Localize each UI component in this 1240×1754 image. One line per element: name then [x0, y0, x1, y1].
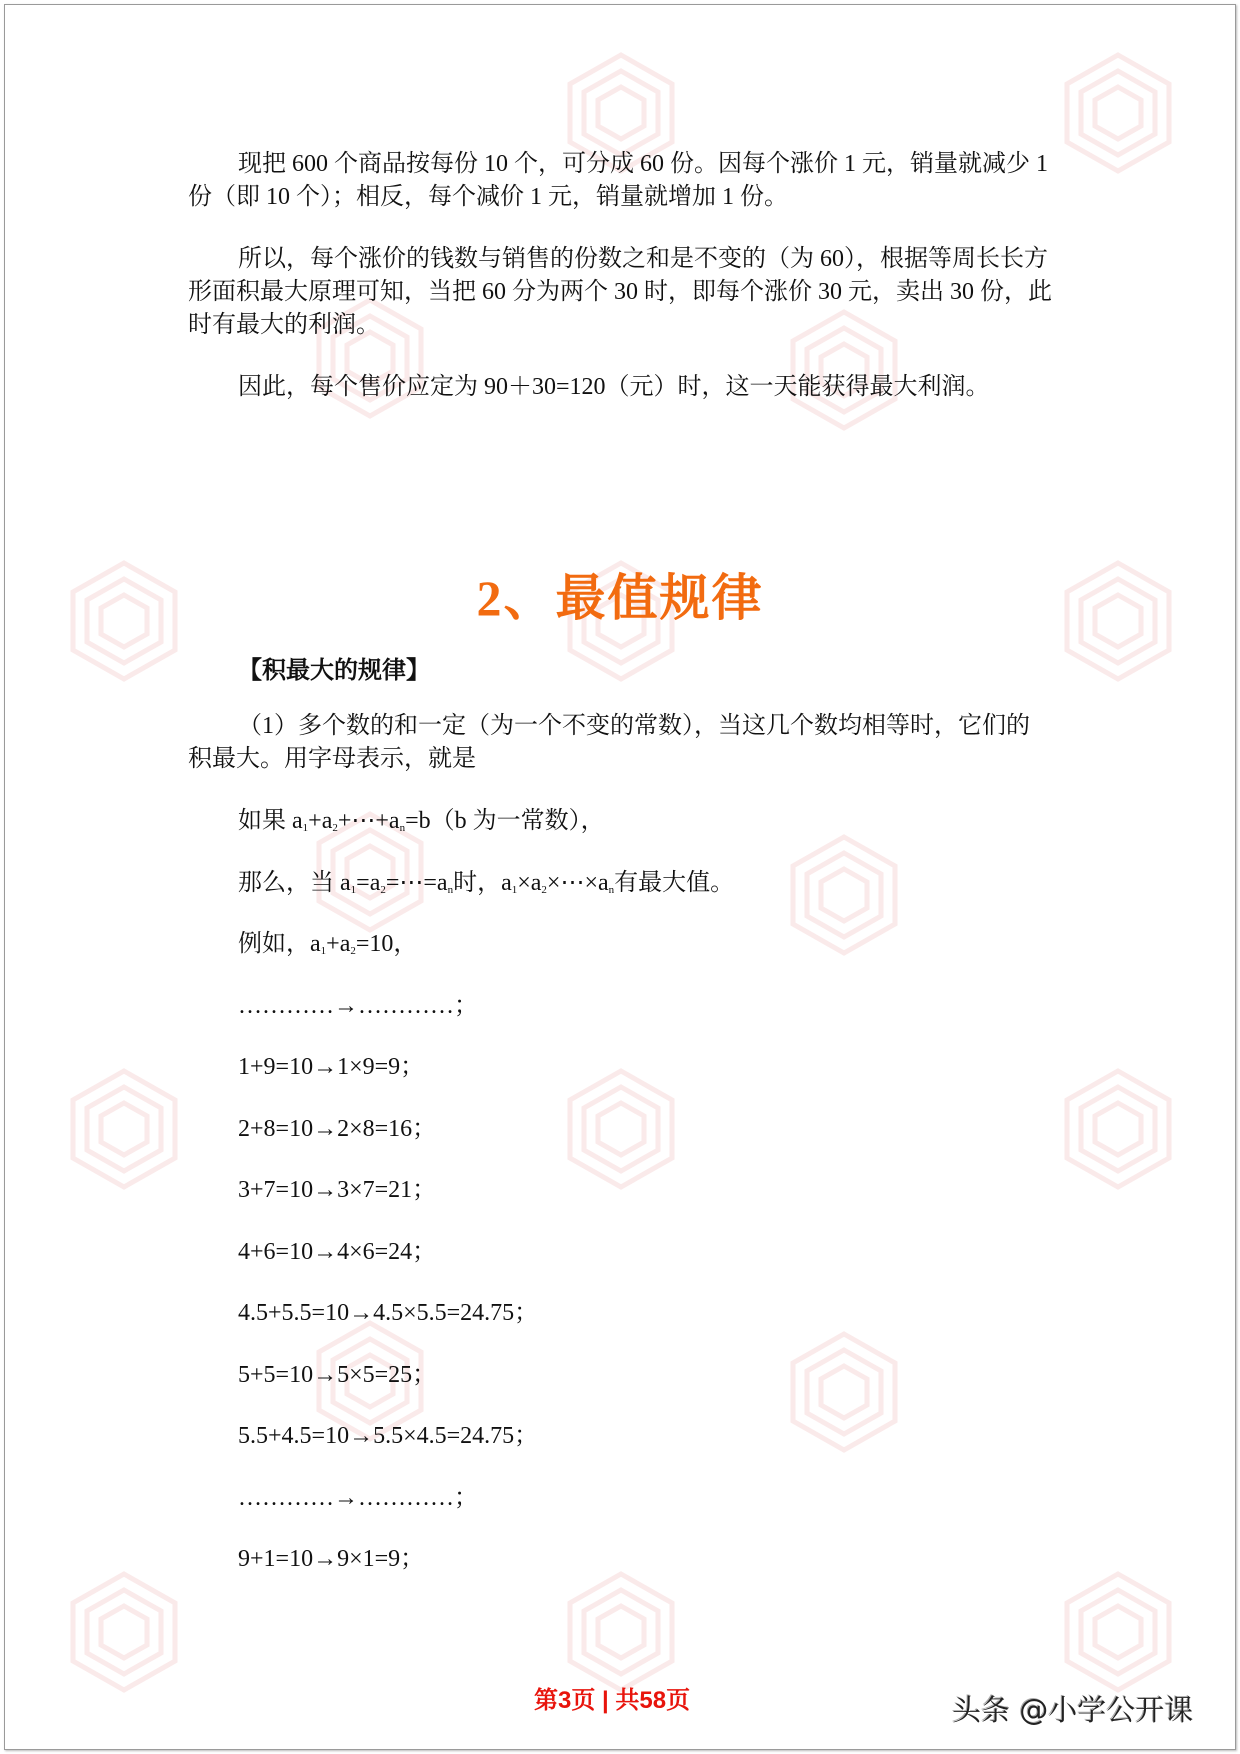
- subscript: n: [447, 883, 454, 896]
- watermark-hexagon-icon: [69, 1570, 179, 1694]
- formula-text: +⋯+a: [337, 808, 400, 834]
- formula-text: =⋯=a: [385, 869, 448, 896]
- formula-text: =a: [356, 869, 381, 896]
- formula-text: 4+6=10→4×6=24；: [238, 1238, 437, 1265]
- formula-text: ×a: [517, 869, 542, 896]
- formula-text: +a: [308, 808, 333, 834]
- formula-text: 4.5+5.5=10→4.5×5.5=24.75；: [238, 1300, 539, 1326]
- formula-line: [238, 1052, 424, 1082]
- formula-text: …………→…………；: [238, 1484, 478, 1511]
- formula-text: 5.5+4.5=10→5.5×4.5=24.75；: [238, 1423, 539, 1449]
- watermark-hexagon-icon: [789, 1330, 899, 1454]
- formula-text: 2+8=10→2×8=16；: [238, 1115, 437, 1142]
- formula-line: [238, 806, 605, 843]
- subscript: 1: [511, 883, 518, 896]
- formula-line: [238, 1237, 436, 1267]
- subscript: 1: [320, 945, 327, 957]
- watermark-hexagon-icon: [1063, 1067, 1173, 1191]
- watermark-hexagon-icon: [1063, 51, 1173, 175]
- subscript: 2: [541, 883, 547, 896]
- formula-text: …………→…………；: [238, 992, 478, 1019]
- formula-line: [238, 1114, 436, 1144]
- formula-text: ×⋯×a: [546, 869, 609, 896]
- formula-text: =10，: [355, 931, 418, 957]
- subscript: 2: [350, 945, 356, 957]
- subscript: n: [608, 883, 615, 896]
- watermark-hexagon-icon: [566, 1067, 676, 1191]
- subheading: 【积最大的规律】: [238, 656, 430, 684]
- formula-text: 1+9=10→1×9=9；: [238, 1054, 425, 1080]
- paragraph-reasoning: 所以，每个涨价的钱数与销售的份数之和是不变的（为 60），根据等周长长方形面积最大原理可知，当把 60 分为两个 30 时，即每个涨价 30 元，卖出 30 份，此时有最大的利润。: [188, 246, 1052, 338]
- formula-line: [238, 1483, 478, 1513]
- subscript: 1: [302, 822, 309, 834]
- formula-line: [238, 868, 734, 905]
- formula-line: [238, 1360, 436, 1390]
- formula-line: [238, 1544, 424, 1574]
- formula-text: 9+1=10→9×1=9；: [238, 1546, 425, 1572]
- paragraph-price-shares: 现把 600 个商品按每份 10 个，可分成 60 份。因每个涨价 1 元，销量就减少 1 份（即 10 个）；相反，每个减价 1 元，销量就增加 1 份。: [188, 151, 1048, 210]
- formula-text: =b（b 为一常数），: [405, 808, 605, 834]
- formula-line: [238, 991, 478, 1021]
- formula-line: [238, 1421, 538, 1451]
- formula-text: 时，a: [453, 869, 512, 896]
- paragraph-conclusion: 因此，每个售价应定为 90＋30=120（元）时，这一天能获得最大利润。: [238, 374, 990, 400]
- formula-line: [238, 1298, 538, 1328]
- subscript: 2: [332, 822, 338, 834]
- formula-text: 5+5=10→5×5=25；: [238, 1361, 437, 1388]
- subscript: 2: [380, 883, 386, 896]
- formula-line: [238, 929, 417, 966]
- formula-text: 有最大值。: [614, 869, 735, 896]
- formula-text: +a: [326, 931, 351, 957]
- formula-text: 例如，a: [238, 931, 321, 957]
- watermark-hexagon-icon: [566, 1570, 676, 1694]
- watermark-hexagon-icon: [1063, 1570, 1173, 1694]
- formula-text: 如果 a: [238, 808, 303, 834]
- subscript: n: [399, 822, 406, 834]
- watermark-hexagon-icon: [789, 833, 899, 957]
- page-indicator: 第3页 | 共58页: [534, 1687, 691, 1714]
- formula-text: 3+7=10→3×7=21；: [238, 1177, 437, 1203]
- formula-line: [238, 1175, 436, 1205]
- watermark-hexagon-icon: [69, 1067, 179, 1191]
- source-watermark: 头条 @小学公开课: [952, 1693, 1194, 1727]
- formula-text: 那么，当 a: [238, 869, 351, 896]
- subscript: 1: [350, 883, 357, 896]
- rule-paragraph: （1）多个数的和一定（为一个不变的常数），当这几个数均相等时，它们的积最大。用字母表示，就是: [188, 713, 1030, 772]
- section-title: 2、最值规律: [476, 570, 764, 626]
